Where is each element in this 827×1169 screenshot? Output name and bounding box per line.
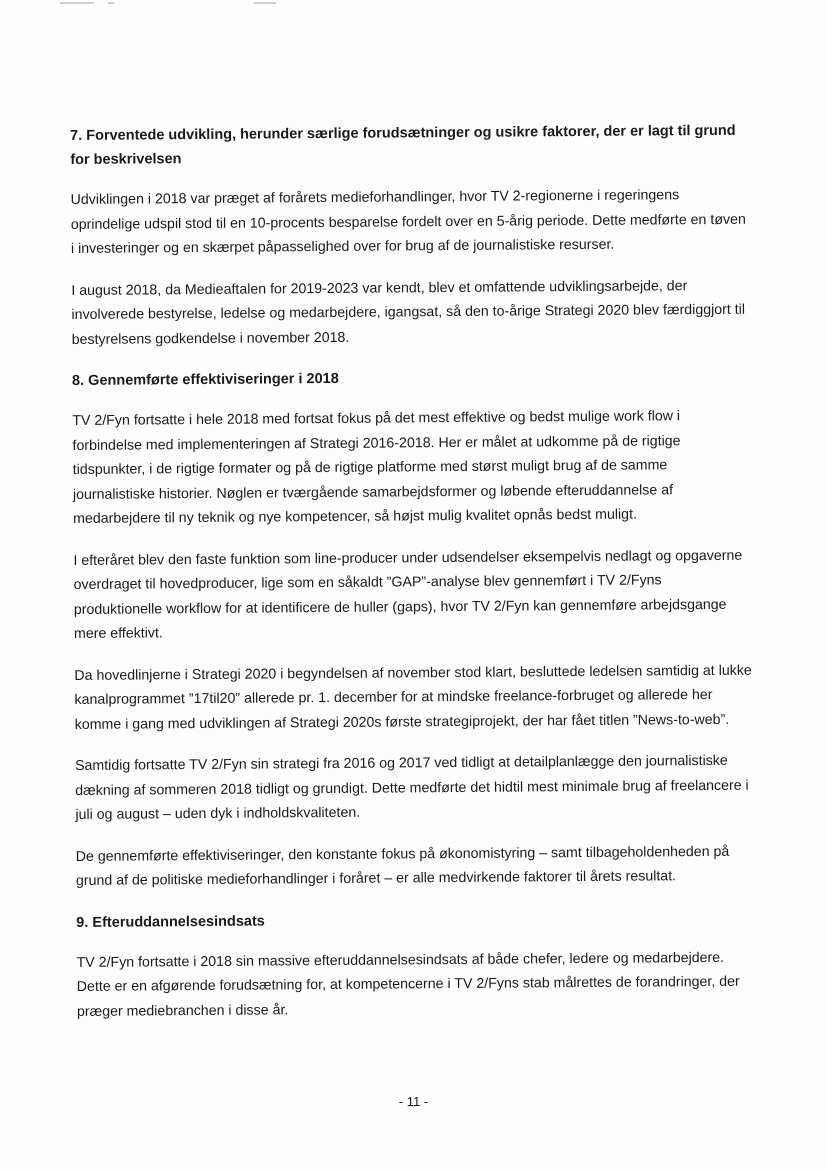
- section-7-paragraph-1: Udviklingen i 2018 var præget af forårets medieforhandlinger, hvor TV 2-regionerne i regeringens oprindelige udspil stod til en 10-procents besparelse fordelt over en 5-årig periode. Dette medførte en tøven i investeringer og en skærpet påpasselighed over for brug af de journalistiske resurser.: [70, 187, 746, 257]
- scan-artifact: [60, 2, 94, 4]
- section-7-paragraph-2: I august 2018, da Medieaftalen for 2019-2023 var kendt, blev et omfattende udviklingsarbejde, der involverede bestyrelse, ledelse og medarbejdere, igangsat, så den to-årige Strategi 2020 blev færdiggjort til bestyrelsens godkendelse i november 2018.: [71, 277, 746, 348]
- section-8-paragraph-3: Da hovedlinjerne i Strategi 2020 i begyndelsen af november stod klart, besluttede ledelsen samtidig at lukke kanalprogrammet ”17til20” allerede pr. 1. december for at mindske freelance-forbruget og allerede her komme i gang med udviklingen af Strategi 2020s første strategiprojekt, der har fået titlen ”News-to-web”.: [74, 662, 752, 733]
- section-9-paragraph-1: TV 2/Fyn fortsatte i 2018 sin massive efteruddannelsesindsats af både chefer, ledere og medarbejdere. Dette er en afgørende forudsætning for, at kompetencerne i TV 2/Fyns stab målrettes de forandringer, der præger mediebranchen i disse år.: [76, 949, 740, 1020]
- section-7-heading: 7. Forventede udvikling, herunder særlige forudsætninger og usikre faktorer, der er lagt til grund for beskrivelsen: [70, 122, 736, 168]
- section-8-heading: 8. Gennemførte effektiviseringer i 2018: [71, 370, 339, 389]
- section-9-heading: 9. Efteruddannelsesindsats: [76, 912, 265, 931]
- scan-artifact: [108, 2, 114, 4]
- section-8-paragraph-1: TV 2/Fyn fortsatte i hele 2018 med fortsat fokus på det mest effektive og bedst mulige work flow i forbindelse med implementeringen af Strategi 2016-2018. Her er målet at udkomme på de rigtige tidspunkter, i de rigtige formater og på de rigtige platforme med størst muligt brug af de samme journalistiske historier. Nøglen er tværgående samarbejdsformer og løbende efteruddannelse af medarbejdere til ny teknik og nye kompetencer, så højst mulig kvalitet opnås bedst muligt.: [72, 408, 681, 527]
- document-body: [70, 119, 757, 1041]
- page-number: - 11 -: [398, 1094, 429, 1109]
- scan-artifact: [254, 2, 276, 4]
- section-8-paragraph-5: De gennemførte effektiviseringer, den konstante fokus på økonomistyring – samt tilbageholdenheden på grund af de politiske medieforhandlinger i foråret – er alle medvirkende faktorer til årets resultat.: [75, 843, 730, 889]
- section-8-paragraph-4: Samtidig fortsatte TV 2/Fyn sin strategi fra 2016 og 2017 ved tidligt at detailplanlægge den journalistiske dækning af sommeren 2018 tidligt og grundigt. Dette medførte det hidtil mest minimale brug af freelancere i juli og august – uden dyk i indholdskvaliteten.: [74, 752, 749, 823]
- section-8-paragraph-2: I efteråret blev den faste funktion som line-producer under udsendelser eksempelvis nedlagt og opgaverne overdraget til hovedproducer, lige som en såkaldt ”GAP”-analyse blev gennemført i TV 2/Fyns produktionelle workflow for at identificere de huller (gaps), hvor TV 2/Fyn kan gennemføre arbejdsgange mere effektivt.: [73, 547, 743, 642]
